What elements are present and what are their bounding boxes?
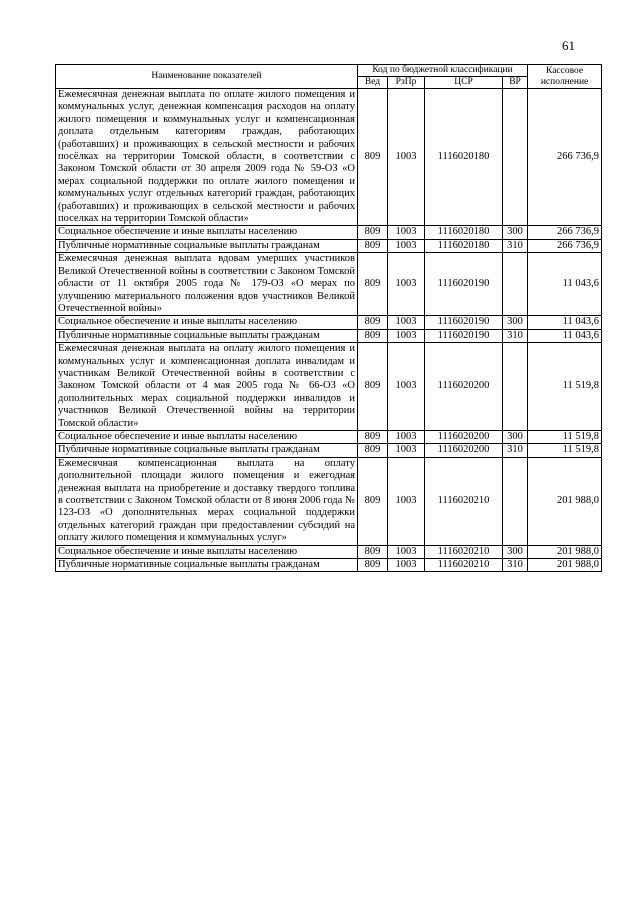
row-ved: 809: [358, 457, 388, 545]
row-name: Ежемесячная компенсационная выплата на оплату дополнительной площади жилого помещения и ежегодная денежная выплата на приобретение и доставку твердого топлива в соответствии с Законом Томской области от 8 июня 2006 года № 123-ОЗ «О дополнительных мерах социальной поддержки отдельных категорий граждан при предоставлении субсидий на оплату жилого помещения и коммунальных услуг»: [56, 457, 358, 545]
row-csr: 1116020200: [425, 430, 503, 443]
row-rzpr: 1003: [388, 239, 425, 252]
row-csr: 1116020210: [425, 457, 503, 545]
row-rzpr: 1003: [388, 316, 425, 329]
header-vr: ВР: [503, 77, 528, 89]
table-row: [56, 545, 602, 558]
row-name: Публичные нормативные социальные выплаты гражданам: [56, 559, 358, 572]
row-amount: 266 736,9: [528, 239, 602, 252]
row-csr: 1116020180: [425, 226, 503, 239]
table-row: [56, 89, 602, 226]
row-name: Социальное обеспечение и иные выплаты населению: [56, 316, 358, 329]
row-ved: 809: [358, 226, 388, 239]
table-row: [56, 329, 602, 342]
row-ved: 809: [358, 430, 388, 443]
row-csr: 1116020200: [425, 343, 503, 431]
table-row: [56, 559, 602, 572]
row-name: Публичные нормативные социальные выплаты гражданам: [56, 329, 358, 342]
row-ved: 809: [358, 329, 388, 342]
row-vr: [503, 253, 528, 316]
page-number: 61: [562, 38, 575, 53]
row-rzpr: 1003: [388, 545, 425, 558]
row-csr: 1116020190: [425, 329, 503, 342]
row-name: Социальное обеспечение и иные выплаты населению: [56, 430, 358, 443]
row-ved: 809: [358, 316, 388, 329]
row-rzpr: 1003: [388, 444, 425, 457]
table-row: [56, 316, 602, 329]
row-vr: 310: [503, 444, 528, 457]
row-ved: 809: [358, 444, 388, 457]
header-classification: Код по бюджетной классификации: [358, 65, 528, 77]
table-row: [56, 444, 602, 457]
row-name: Публичные нормативные социальные выплаты гражданам: [56, 444, 358, 457]
header-amount: Кассовое исполнение: [528, 65, 602, 89]
row-vr: 300: [503, 545, 528, 558]
header-csr: ЦСР: [425, 77, 503, 89]
table-row: [56, 457, 602, 545]
row-csr: 1116020180: [425, 89, 503, 226]
table-row: [56, 430, 602, 443]
row-name: Ежемесячная денежная выплата на оплату жилого помещения и коммунальных услуг и компенсационная доплата инвалидам и участникам Великой Отечественной войны в соответствии с Законом Томской области от 4 мая 2005 года № 66-ОЗ «О дополнительных мерах социальной поддержки инвалидов и участников Великой Отечественной войны на территории Томской области»: [56, 343, 358, 431]
row-csr: 1116020190: [425, 316, 503, 329]
row-ved: 809: [358, 545, 388, 558]
row-csr: 1116020190: [425, 253, 503, 316]
row-amount: 201 988,0: [528, 457, 602, 545]
header-name: Наименование показателей: [56, 65, 358, 89]
row-rzpr: 1003: [388, 430, 425, 443]
row-rzpr: 1003: [388, 89, 425, 226]
row-name: Социальное обеспечение и иные выплаты населению: [56, 226, 358, 239]
table-row: [56, 226, 602, 239]
row-rzpr: 1003: [388, 329, 425, 342]
row-vr: 300: [503, 226, 528, 239]
row-vr: 300: [503, 316, 528, 329]
row-ved: 809: [358, 253, 388, 316]
row-rzpr: 1003: [388, 343, 425, 431]
row-csr: 1116020210: [425, 559, 503, 572]
row-rzpr: 1003: [388, 253, 425, 316]
row-ved: 809: [358, 559, 388, 572]
row-vr: [503, 457, 528, 545]
row-amount: 201 988,0: [528, 559, 602, 572]
header-rzpr: РзПр: [388, 77, 425, 89]
row-amount: 11 519,8: [528, 343, 602, 431]
header-ved: Вед: [358, 77, 388, 89]
row-rzpr: 1003: [388, 559, 425, 572]
row-csr: 1116020210: [425, 545, 503, 558]
table-row: [56, 253, 602, 316]
row-name: Ежемесячная денежная выплата вдовам умерших участников Великой Отечественной войны в соответствии с Законом Томской области от 11 октября 2005 года № 179-ОЗ «О мерах по улучшению материального положения вдов участников Великой Отечественной войны»: [56, 253, 358, 316]
row-name: Публичные нормативные социальные выплаты гражданам: [56, 239, 358, 252]
row-name: Ежемесячная денежная выплата по оплате жилого помещения и коммунальных услуг, денежная компенсация расходов на оплату жилого помещения и коммунальных услуг и компенсационная доплата отдельным категориям граждан, работающих (работавших) и проживающих в сельской местности и рабочих посёлках на территории Томской области, в соответствии с Законом Томской области от 30 апреля 2009 года № 59-ОЗ «О мерах социальной поддержки по оплате жилого помещения и коммунальных услуг отдельных категорий граждан, работающих (работавших) и проживающих в сельской местности и рабочих поселках на территории Томской области»: [56, 89, 358, 226]
row-ved: 809: [358, 89, 388, 226]
row-vr: 310: [503, 239, 528, 252]
row-amount: 11 043,6: [528, 316, 602, 329]
row-vr: 300: [503, 430, 528, 443]
row-amount: 11 043,6: [528, 253, 602, 316]
row-vr: 310: [503, 329, 528, 342]
row-vr: [503, 89, 528, 226]
row-csr: 1116020200: [425, 444, 503, 457]
row-csr: 1116020180: [425, 239, 503, 252]
row-amount: 11 043,6: [528, 329, 602, 342]
row-amount: 266 736,9: [528, 226, 602, 239]
row-vr: [503, 343, 528, 431]
row-rzpr: 1003: [388, 226, 425, 239]
row-amount: 266 736,9: [528, 89, 602, 226]
budget-table: [55, 64, 602, 572]
row-rzpr: 1003: [388, 457, 425, 545]
row-vr: 310: [503, 559, 528, 572]
table-row: [56, 343, 602, 431]
row-name: Социальное обеспечение и иные выплаты населению: [56, 545, 358, 558]
row-amount: 11 519,8: [528, 430, 602, 443]
row-amount: 201 988,0: [528, 545, 602, 558]
table-row: [56, 239, 602, 252]
row-ved: 809: [358, 239, 388, 252]
row-ved: 809: [358, 343, 388, 431]
row-amount: 11 519,8: [528, 444, 602, 457]
